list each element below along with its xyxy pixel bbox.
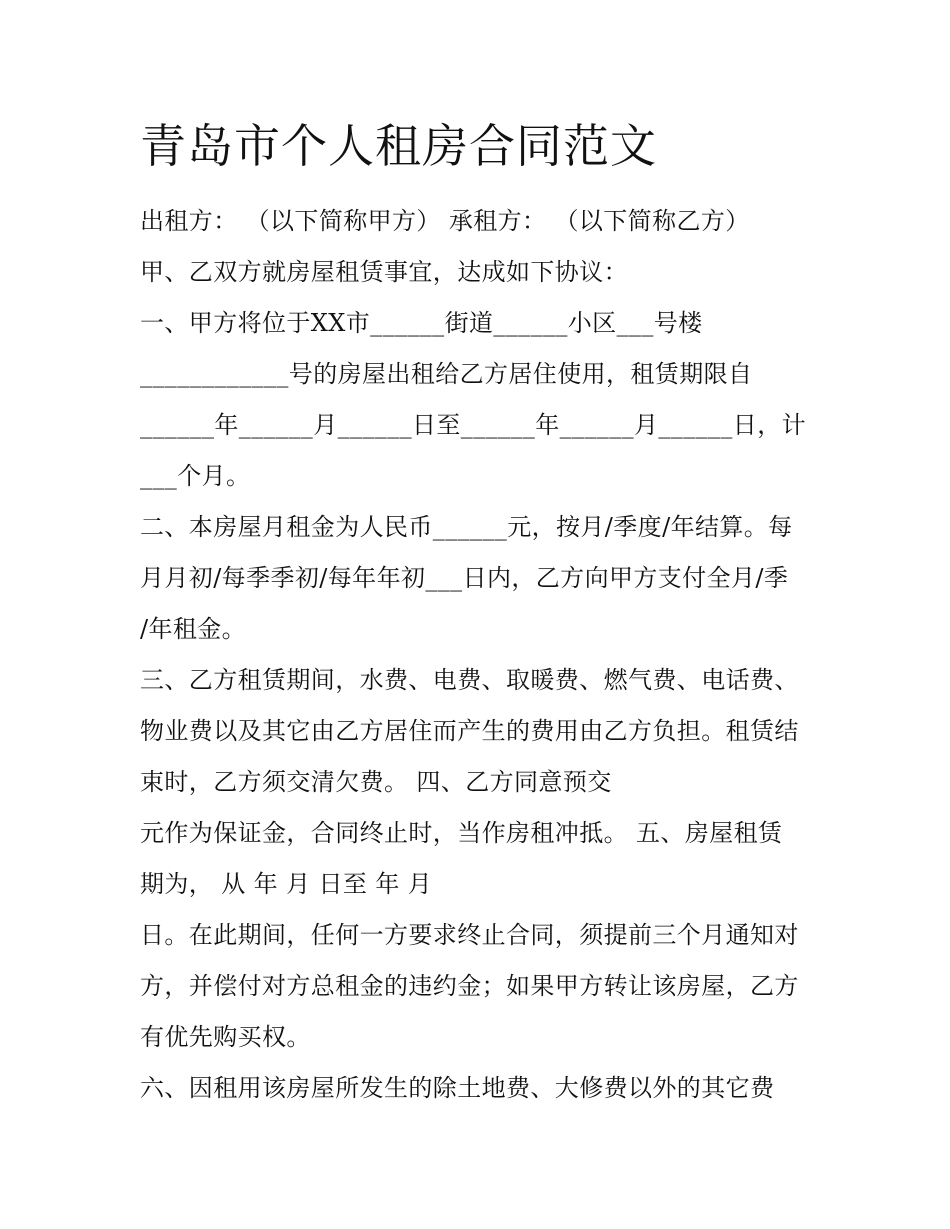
text-line: 二、本房屋月租金为人民币______元，按月/季度/年结算。每 (140, 513, 793, 541)
text-line: 有优先购买权。 (140, 1023, 311, 1051)
page-title: 青岛市个人租房合同范文 (140, 119, 657, 173)
text-line: 元作为保证金，合同终止时，当作房租冲抵。 五、房屋租赁 (140, 819, 783, 847)
text-line: 月月初/每季季初/每年年初___日内，乙方向甲方支付全月/季 (140, 564, 789, 592)
text-line: 一、甲方将位于XX市______街道______小区___号楼 (140, 309, 703, 337)
text-line: /年租金。 (140, 615, 247, 643)
text-line: ___个月。 (140, 462, 251, 490)
text-line: 六、因租用该房屋所发生的除土地费、大修费以外的其它费 (140, 1074, 775, 1102)
text-line: 三、乙方租赁期间，水费、电费、取暖费、燃气费、电话费、 (140, 666, 799, 694)
text-line: 物业费以及其它由乙方居住而产生的费用由乙方负担。租赁结 (140, 717, 799, 745)
text-line: ______年______月______日至______年______月______日，计 (140, 411, 806, 439)
text-line: 束时，乙方须交清欠费。 四、乙方同意预交 (140, 768, 612, 796)
text-line: 日。在此期间，任何一方要求终止合同，须提前三个月通知对 (140, 921, 799, 949)
text-line: 方，并偿付对方总租金的违约金；如果甲方转让该房屋，乙方 (140, 972, 799, 1000)
text-line: ____________号的房屋出租给乙方居住使用，租赁期限自 (140, 360, 753, 388)
text-line: 出租方： （以下简称甲方） 承租方： （以下简称乙方） (140, 207, 750, 235)
text-line: 甲、乙双方就房屋租赁事宜，达成如下协议： (140, 258, 628, 286)
text-line: 期为， 从 年 月 日至 年 月 (140, 870, 433, 898)
